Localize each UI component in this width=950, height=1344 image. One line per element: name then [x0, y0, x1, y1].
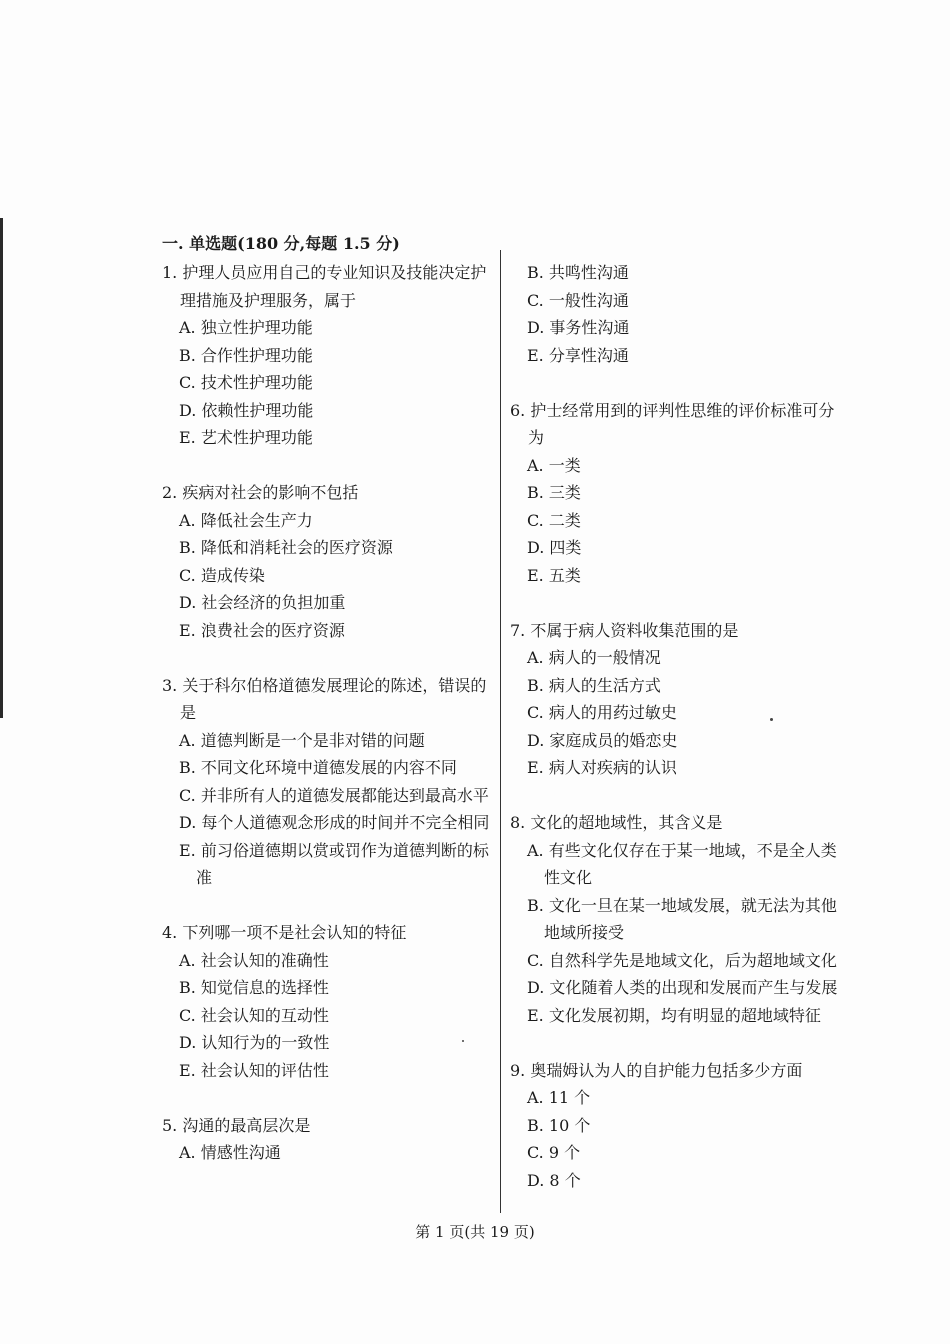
question-stem: 5. 沟通的最高层次是 [162, 1115, 311, 1135]
option: C. 造成传染 [179, 565, 265, 585]
option: D. 事务性沟通 [527, 318, 630, 337]
question-stem: 8. 文化的超地域性，其含义是 [510, 813, 723, 832]
left-column [162, 259, 502, 1194]
option: C. 9 个 [527, 1143, 581, 1162]
option: B. 共鸣性沟通 [527, 263, 629, 282]
option: E. 前习俗道德期以赏或罚作为道德判断的标准 [179, 840, 489, 887]
option: B. 病人的生活方式 [527, 675, 661, 695]
option: A. 情感性沟通 [179, 1143, 281, 1162]
option: C. 技术性护理功能 [179, 373, 313, 392]
option: A. 一类 [527, 455, 581, 475]
option: D. 四类 [527, 538, 582, 557]
option: D. 认知行为的一致性 [179, 1033, 330, 1052]
option: C. 社会认知的互动性 [179, 1005, 329, 1025]
option: B. 知觉信息的选择性 [179, 978, 329, 997]
option: B. 降低和消耗社会的医疗资源 [179, 538, 393, 557]
scan-speck [770, 718, 773, 721]
question-4 [162, 919, 502, 1084]
question-stem: 9. 奥瑞姆认为人的自护能力包括多少方面 [510, 1060, 803, 1080]
option: B. 三类 [527, 483, 581, 502]
option: E. 分享性沟通 [527, 345, 629, 365]
option: B. 文化一旦在某一地域发展，就无法为其他地域所接受 [527, 895, 837, 942]
question-9 [510, 1057, 850, 1195]
option: D. 每个人道德观念形成的时间并不完全相同 [179, 813, 490, 832]
option: A. 病人的一般情况 [527, 648, 661, 667]
option: C. 病人的用药过敏史 [527, 703, 677, 722]
option: D. 8 个 [527, 1170, 581, 1190]
option: A. 降低社会生产力 [179, 510, 313, 530]
scan-speck [462, 1040, 464, 1042]
option: E. 艺术性护理功能 [179, 428, 313, 447]
option: E. 病人对疾病的认识 [527, 758, 677, 777]
option: D. 依赖性护理功能 [179, 400, 314, 420]
option: A. 社会认知的准确性 [179, 950, 329, 970]
option: E. 五类 [527, 565, 581, 585]
option: C. 自然科学先是地域文化，后为超地域文化 [527, 950, 837, 970]
option: E. 社会认知的评估性 [179, 1060, 329, 1080]
option: D. 家庭成员的婚恋史 [527, 730, 678, 750]
option: A. 11 个 [527, 1088, 591, 1107]
option: A. 独立性护理功能 [179, 318, 313, 337]
question-stem: 4. 下列哪一项不是社会认知的特征 [162, 923, 407, 942]
option: D. 社会经济的负担加重 [179, 593, 346, 612]
option: A. 道德判断是一个是非对错的问题 [179, 730, 425, 750]
question-1 [162, 259, 502, 452]
scan-edge-mark [0, 218, 3, 718]
column-divider [500, 250, 501, 1213]
question-5 [162, 1112, 502, 1167]
question-6 [510, 397, 850, 590]
question-2 [162, 479, 502, 644]
option: B. 不同文化环境中道德发展的内容不同 [179, 758, 457, 777]
question-8 [510, 809, 850, 1029]
right-column [510, 259, 850, 1222]
section-title: 一. 单选题(180 分,每题 1.5 分) [162, 234, 400, 253]
question-3 [162, 672, 502, 892]
question-stem: 1. 护理人员应用自己的专业知识及技能决定护理措施及护理服务，属于 [162, 263, 487, 310]
question-stem: 2. 疾病对社会的影响不包括 [162, 483, 359, 502]
question-stem: 3. 关于科尔伯格道德发展理论的陈述，错误的是 [162, 675, 487, 722]
option: A. 有些文化仅存在于某一地域，不是全人类性文化 [527, 840, 837, 887]
option: D. 文化随着人类的出现和发展而产生与发展 [527, 978, 838, 997]
question-7 [510, 617, 850, 782]
page-footer: 第 1 页(共 19 页) [415, 1223, 535, 1241]
question-stem: 6. 护士经常用到的评判性思维的评价标准可分为 [510, 400, 835, 447]
question-5-continued [510, 259, 850, 369]
option: E. 文化发展初期，均有明显的超地域特征 [527, 1005, 821, 1025]
option: E. 浪费社会的医疗资源 [179, 620, 345, 640]
option: C. 二类 [527, 510, 581, 530]
option: C. 一般性沟通 [527, 290, 629, 310]
option: B. 合作性护理功能 [179, 345, 313, 365]
question-stem: 7. 不属于病人资料收集范围的是 [510, 620, 739, 640]
option: B. 10 个 [527, 1115, 591, 1135]
option: C. 并非所有人的道德发展都能达到最高水平 [179, 785, 489, 805]
